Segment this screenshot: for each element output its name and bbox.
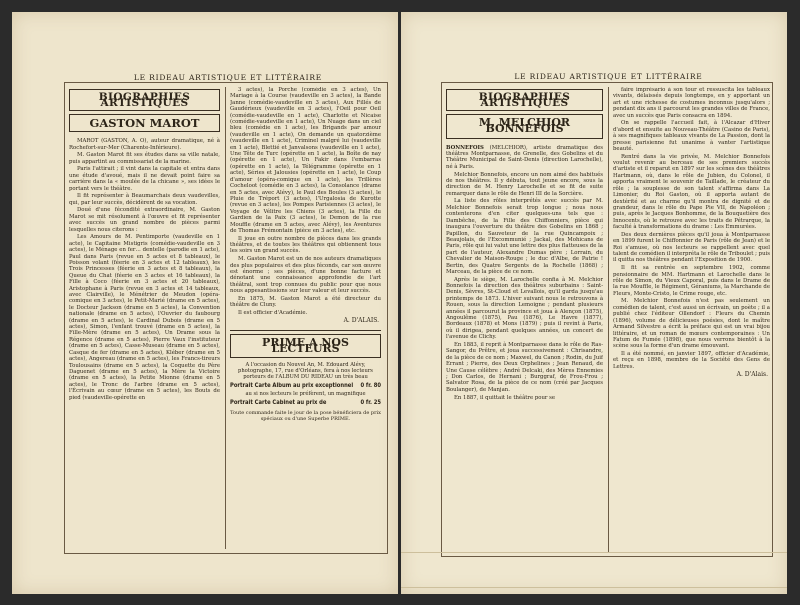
column-divider (225, 87, 226, 549)
paragraph: En 1883, il reprit à Montparnasse dans le rôle de Ras-Sangor, du Prêtre, et joua successivement : Chrisandre, de la pièce de ce nom ; Maxwel, du Canon ; Rodin, du Juif Errant ; Pierre, des Deux Orphelines ; Jean Renaud, de Une Cause célèbre ; André Delcaki, des Mères Ennemies ; Don Carlos, de Hernani ; Burggraf, de Frou-Frou ; Salvator Rosa, de la pièce de ce nom (créé par Jacques Boulanger), de Manjan. (446, 342, 603, 393)
section-title: BIOGRAPHIES ARTISTIQUES (446, 89, 603, 111)
prime-between: au si nos lecteurs le préfèrent, un magnifique (245, 390, 366, 397)
paragraph: En 1875, M. Gaston Marot a été directeur du théâtre de Cluny. (230, 295, 381, 309)
paragraph: Il est officier d'Académie. (238, 310, 308, 316)
article-text (69, 138, 220, 401)
left-column-2 (230, 87, 381, 549)
paragraph: Doué d'une fécondité extraordinaire, M. Gaston Marot se mit résolument à l'œuvre et fit représenter avec succès un grand nombre de pièces parmi lesquelles nous citerons : (69, 207, 220, 233)
article-text (446, 172, 603, 401)
subject-name: GASTON MAROT (69, 114, 220, 132)
price-item: Portrait Carte Cabinet au prix de (230, 399, 327, 406)
subject-name: M. MELCHIOR BONNEFOIS (446, 114, 603, 139)
paragraph: MAROT (GASTON, A. O), auteur dramatique, né à Rochefort-sur-Mer (Charente-Inférieure). (69, 138, 220, 151)
price-line (230, 400, 381, 407)
paragraph: faire imprésario à son tour et ressuscita les tableaux vivants, délaissés depuis longtemps, en y apportant un art et une richesse de costumes inconnus jusqu'alors ; pendant dix ans il parcourut les grandes villes de France, avec un succès que Paris consacra en 1894. (613, 87, 770, 119)
paragraph: M. Melchior Bonnefois n'est pas seulement un comédien de talent, c'est aussi un écrivain, un poète ; il a publié chez l'éditeur Ollendorf : Fleurs du Chemin (1896), volume de délicieuses poésies, dont le maître Armand Silvestre a écrit la préface qui est un vrai bijou littéraire, et un roman de mœurs contemporaines : Un Fatum de Fumée (1898), que nous verrons bientôt à la scène sous la forme d'un drame émouvant. (613, 298, 770, 350)
section-title: BIOGRAPHIES ARTISTIQUES (69, 89, 220, 111)
prime-title: PRIME A NOS LECTEURS (230, 334, 381, 358)
running-head: LE RIDEAU ARTISTIQUE ET LITTÉRAIRE (514, 72, 703, 81)
paragraph: Il fit sa rentrée en septembre 1902, comme pensionnaire de MM. Hartmann et Larochelle dans le rôle de Simon, du Vieux Caporal, puis dans le Drame de la rue Mouffle, le Régiment, Géraniums, la Marchande de Fleurs, Monte-Cristo, le Crime rouge, etc. (613, 265, 770, 297)
paragraph: M. Gaston Marot est un de nos auteurs dramatiques des plus populaires et des plus féconds, car son œuvre est énorme ; ses pièces, d'une bonne facture et dénotant une connaissance approfondie de l'art théâtral, sont trop connues du public pour que nous nous appesantissions sur leur valeur et leur succès. (230, 256, 381, 295)
paragraph: Melchior Bonnefois, encore un nom aimé des habitués de nos théâtres. Il y débuta, tout jeune encore, sous la direction de M. Henry Larochelle et se fit de suite remarquer dans le rôle de Henri III de la Sorcière. (446, 171, 603, 197)
lead-paragraph (446, 145, 603, 171)
lead-text: (MELCHIOR), artiste dramatique des théâtres Montparnasse, de Grenelle, des Gobelins et du Théâtre Municipal de Saint-Denis (direction Larochelle), né à Paris. (446, 144, 603, 170)
right-column-2 (613, 87, 770, 552)
left-page-frame (64, 82, 388, 554)
lead-name: BONNEFOIS (446, 144, 484, 151)
paragraph: Après le siège, M. Larochelle confia à M. Melchior Bonnefois la direction des théâtres suburbains : Saint-Denis, Sèvres, St-Cloud et Levallois, qu'il garda jusqu'au printemps de 1873. L'hiver suivant nous le retrouvons à Rouen, sous la direction Lemoigne ; pendant plusieurs années il parcourut la province et joua à Alençon (1875), Angoulême (1875), Pau (1876), Le Havre (1877), Bordeaux (1878) et Mons (1879) ; puis il revint à Paris, où il dirigea, pendant quelques années, un concert de l'avenue de Clichy. (446, 276, 603, 341)
right-column-1 (446, 87, 603, 552)
left-page (12, 12, 398, 594)
paragraph: Les Amours de M. Pentimporte (vaudeville en 1 acte), le Capitaine Mistigris (comédie-vaudeville en 3 actes), le Ménage en fer… dentelle (parodie en 1 acte), Paul dans Paris (revue en 5 actes et 8 tableaux), le Poisson volant (féerie en 3 actes et 12 tableaux), les Trois Princesses (féerie en 3 actes et 8 tableaux), la Queue du Chat (féerie en 3 actes et 16 tableaux), la Fille à Coco (féerie en 3 actes et 20 tableaux), Aristophane à Paris (revue en 3 actes et 14 tableaux, avec Clairville), le Ménétrier de Meudon (opéra-comique en 3 actes), le Petit-Marié (drame en 5 actes), le Docteur Jackson (drame en 5 actes), la Convention nationale (drame en 5 actes), l'Ouvrier du faubourg (drame en 5 actes), le Cardinal Dubois (drame en 5 actes), Simon, l'enfant trouvé (drame en 5 actes), la Fille-Mère (drame en 5 actes), Un Drame sous la Régence (drame en 5 actes), Pierre Vaux l'instituteur (drame en 5 actes), Casse-Museau (drame en 5 actes), Casque de fer (drame en 5 actes), Kléber (drame en 5 actes), Angereau (drame en 5 actes), les Francs-tireurs Toulousains (drame en 5 actes), la Coquette du Père Daguenet (drame en 5 actes), la Mère la Victoire (drame en 5 actes), la Petite Mionne (drame en 5 actes), le Tronc de l'arbre (drame en 5 actes), l'Écrivain au cœur (drame en 5 actes), les Bouts de pied (vaudeville-opérette en (69, 234, 220, 401)
price-line (230, 383, 381, 390)
price-item: Portrait Carte Album au prix exceptionnel (230, 382, 354, 389)
column-divider (608, 87, 609, 552)
article-text (613, 87, 770, 370)
paragraph: Il joue en outre nombre de pièces dans les grands théâtres, et de toutes les théâtres qui obtiennent tous les soirs un grand succès. (230, 235, 381, 255)
paragraph: En 1887, il quittait le théâtre pour se (454, 394, 556, 401)
divider (230, 330, 381, 331)
article-text (230, 87, 381, 316)
left-column-1 (69, 87, 220, 549)
paragraph: Rentré dans la vie privée, M. Melchior Bonnefois voulut revenir au berceau de ses premiers succès d'artiste et il reparut en 1897 sur les scènes des théâtres Hartmann, où, dans le rôle de Jubien, du Colonel, il apporta vraiment le souvenir de Taillade, le créateur du rôle ; la souplesse de son talent s'affirma dans La Limonier, du Roi Gaston, où il apporta autant de dextérité et au charme qu'il montra de dignité et de grandeur, dans le rôle du Pape Pie VII, de Napoléon ; puis, après le Jacques Bonhomme, de la Bouquetière des Innocents, où le retrouve avec les traits de Pétrarque, la faculté à transformations du drame : Les Emmurées. (613, 153, 770, 231)
paragraph: Des deux dernières pièces qu'il joua à Montparnasse en 1899 furent le Chiffonnier de Paris (rôle de Jean) et le Roi s'amuse, où nos lecteurs se rappellent avec quel talent de comédien il interpréta le rôle de Triboulet ; puis il quitta nos théâtres pendant l'Exposition de 1900. (613, 231, 770, 264)
paragraph: 3 actes), la Porche (comédie en 3 actes), Un Mariage à la Course (vaudeville en 3 actes), la Bande Janne (comédie-vaudeville en 3 actes), Aux Fillés de Gaudérieux (vaudeville en 3 actes), l'Oeil pour Oeil (comédie-vaudeville en 1 acte), Charlotte et Nicaise (comédie-vaudeville en 1 acte), Un Nuage dans un ciel bleu (comédie en 1 acte), les Brigands par amour (vaudeville en 1 acte), On demande un quatorzième (vaudeville en 1 acte), Criminel malgré lui (vaudeville en 1 acte), Blettié et Janvalsons (vaudeville en 1 acte), Une Tête de Turc (opérette en 1 acte), la Boîte de nay (opérette en 1 acte), Un Fakir dans l'embarras (opérette en 1 acte), la Télégramme (opérette en 1 acte), Séries et Jalousies (opérette en 1 acte), le Coup d'amour (opéra-comique en 1 acte), les Trillères Cocheloot (comédie en 3 actes), la Consolance (drame en 5 actes, avec Alévy), le Paul des Boules (3 actes), le Pluie de Tréport (3 actes), l'Urgalosia de Kurotte (revue en 3 actes), les Pompes Parisiennes (3 actes), le Voyage de Vélitre les Chiens (3 actes), la Fille du Gardien de la Paix (3 actes), le Demon de la rue Mouffle (drame en 5 actes, avec Alévy), les Aventures de Thomas Frémontain (pièce en 3 actes), etc. (230, 87, 381, 234)
prime-note: Toute commande faite le jour de la pose bénéficiera de prix spéciaux ou d'une Superbe PRIME. (230, 409, 381, 422)
paragraph: Paris l'attirait ; il vint dans la capitale et entra dans une étude d'avoué, mais il ne devait point faire sa carrière dans la « moulée de la chicane », ses idées le portant vers le théâtre. (69, 166, 220, 192)
paragraph: Il a été nommé, en janvier 1897, officier d'Académie, et reçu en 1898, membre de la Société des Gens de Lettres. (613, 351, 770, 370)
paragraph: La liste des rôles interprétés avec succès par M. Melchior Bonnefois serait trop longue ; nous nous contenterons d'en citer quelques-uns tels que : Dambêche, de la Fille des Chiffonniers, pièce qui inaugura l'ouverture du théâtre des Gobelins en 1868 ; Papillon, du Sauveteur de la rue Quincampoix ; Beaujolais, de l'Excommunié ; Jackal, des Mohicans de Paris, rôle qui lui valut une lettre des plus flatteuses de la part de l'auteur, Alexandre Dumas père ; Lorrain, du Chevalier de Maison-Rouge ; le duc d'Albe, de Patrie ! Bertin, des Quatre Sergents de la Rochelle (1868) ; Marceau, de la pièce de ce nom. (446, 198, 603, 275)
paragraph: On se rappelle l'accueil fait, à l'Alcazar d'Hiver d'abord et ensuite au Nouveau-Théâtre (Casino de Paris), à ses magnifiques tableaux vivants de La Passion, dont la presse parisienne fut unanime à vanter l'artistique beauté. (613, 120, 770, 152)
right-page (401, 12, 787, 594)
author-signature: A. D'ALAIS. (343, 317, 379, 325)
prime-offer: A l'occasion du Nouvel An, M. Edouard Alévy, photographe, 17, rue d'Orléans, fera à nos lecteurs porteurs de l'ALBUM DU RIDEAU un très beau (238, 361, 373, 380)
right-page-frame (441, 82, 773, 557)
author-signature: A. D'Alais. (736, 371, 768, 379)
paragraph: M. Gaston Marot fit ses études dans sa ville natale, puis appartint au commissariat de la marine. (69, 152, 220, 165)
price-value: 0 fr. 80 (360, 382, 381, 389)
price-value: 0 fr. 25 (360, 399, 381, 406)
running-head: LE RIDEAU ARTISTIQUE ET LITTÉRAIRE (133, 73, 323, 82)
paragraph: Il fit représenter à Beaumarchais deux vaudevilles, qui, par leur succès, décidèrent de sa vocation. (69, 193, 220, 206)
